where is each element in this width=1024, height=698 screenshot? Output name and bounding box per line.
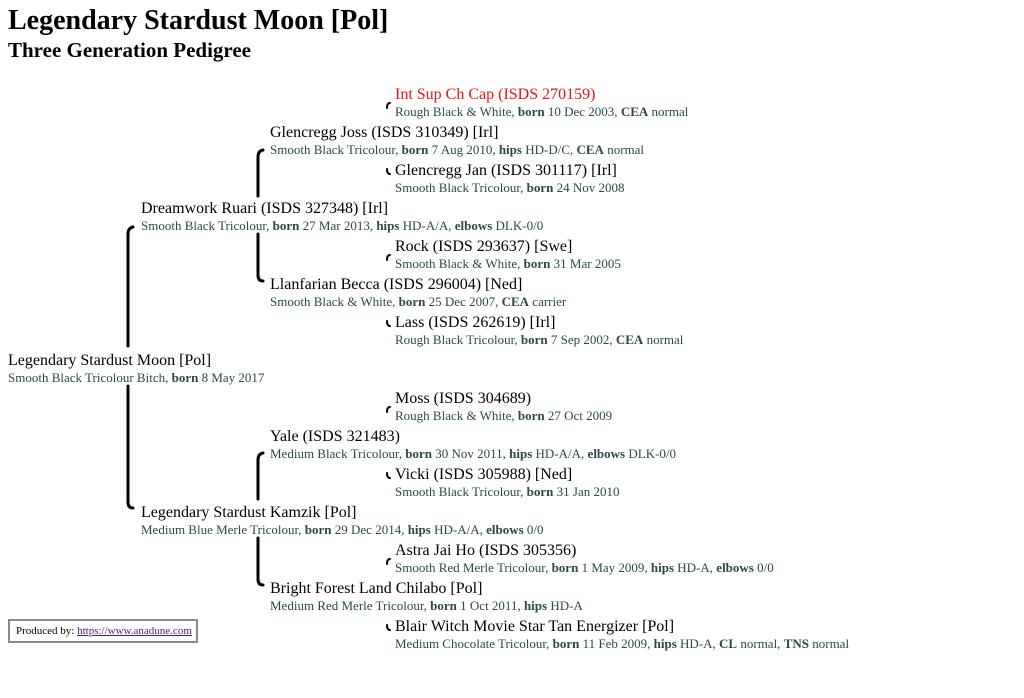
- bracket-ds: [254, 450, 266, 502]
- dog-details: Medium Red Merle Tricolour, born 1 Oct 2011, hips HD-A: [270, 598, 583, 613]
- anadune-link[interactable]: https://www.anadune.com: [77, 625, 192, 637]
- dog-details: Smooth Black Tricolour, born 24 Nov 2008: [395, 180, 625, 195]
- dog-details: Medium Chocolate Tricolour, born 11 Feb 2009, hips HD-A, CL normal, TNS normal: [395, 636, 850, 651]
- dog-ssd: [395, 161, 625, 196]
- bracket-sd: [254, 232, 266, 284]
- tick-sds: [384, 253, 392, 263]
- tick-dds: [384, 557, 392, 567]
- dog-sds: [395, 237, 621, 272]
- dog-name: Glencregg Jan (ISDS 301117) [Irl]: [395, 162, 617, 179]
- bracket-ss: [254, 147, 266, 199]
- dog-name: Astra Jai Ho (ISDS 305356): [395, 542, 577, 559]
- bracket-dd: [254, 536, 266, 588]
- tick-sdd: [384, 319, 392, 329]
- dog-dss: [395, 389, 612, 424]
- dog-name: Legendary Stardust Moon [Pol]: [8, 352, 212, 369]
- produced-by-label: Produced by:: [16, 625, 75, 637]
- dog-details: Medium Black Tricolour, born 30 Nov 2011, hips HD-A/A, elbows DLK-0/0: [270, 446, 677, 461]
- dog-dam-sire: [270, 427, 676, 462]
- dog-dds: [395, 541, 774, 576]
- dog-subject: [8, 351, 264, 386]
- page-subtitle: Three Generation Pedigree: [8, 38, 251, 62]
- dog-details: Smooth Black & White, born 25 Dec 2007, CEA carrier: [270, 294, 567, 309]
- tick-dss: [384, 405, 392, 415]
- dog-name: Vicki (ISDS 305988) [Ned]: [395, 466, 573, 483]
- dog-sire-dam: [270, 275, 566, 310]
- dog-details: Smooth Black Tricolour, born 7 Aug 2010, hips HD-D/C, CEA normal: [270, 142, 645, 157]
- bracket-dam-branch: [124, 384, 136, 510]
- tick-sss: [384, 101, 392, 111]
- dog-name: Bright Forest Land Chilabo [Pol]: [270, 580, 483, 597]
- produced-by-box: [8, 619, 198, 643]
- dog-name: Blair Witch Movie Star Tan Energizer [Pol]: [395, 618, 675, 635]
- page-title: Legendary Stardust Moon [Pol]: [8, 5, 389, 36]
- dog-name: Glencregg Joss (ISDS 310349) [Irl]: [270, 124, 499, 141]
- dog-ddd: [395, 617, 849, 652]
- dog-dam: [141, 503, 544, 538]
- dog-dsd: [395, 465, 620, 500]
- dog-details: Smooth Black Tricolour, born 27 Mar 2013, hips HD-A/A, elbows DLK-0/0: [141, 218, 544, 233]
- dog-details: Rough Black Tricolour, born 7 Sep 2002, CEA normal: [395, 332, 684, 347]
- dog-name-champion: Int Sup Ch Cap (ISDS 270159): [395, 86, 596, 103]
- dog-name: Llanfarian Becca (ISDS 296004) [Ned]: [270, 276, 523, 293]
- dog-details: Smooth Red Merle Tricolour, born 1 May 2009, hips HD-A, elbows 0/0: [395, 560, 774, 575]
- dog-dam-dam: [270, 579, 583, 614]
- dog-sire-sire: [270, 123, 644, 158]
- dog-details: Medium Blue Merle Tricolour, born 29 Dec 2014, hips HD-A/A, elbows 0/0: [141, 522, 544, 537]
- tick-ddd: [384, 623, 392, 633]
- dog-name: Rock (ISDS 293637) [Swe]: [395, 238, 573, 255]
- dog-details: Smooth Black Tricolour Bitch, born 8 May 2017: [8, 370, 265, 385]
- dog-name: Legendary Stardust Kamzik [Pol]: [141, 504, 357, 521]
- dog-details: Smooth Black Tricolour, born 31 Jan 2010: [395, 484, 620, 499]
- dog-name: Lass (ISDS 262619) [Irl]: [395, 314, 556, 331]
- dog-sdd: [395, 313, 683, 348]
- dog-details: Smooth Black & White, born 31 Mar 2005: [395, 256, 621, 271]
- dog-name: Yale (ISDS 321483): [270, 428, 400, 445]
- tick-dsd: [384, 471, 392, 481]
- dog-name: Dreamwork Ruari (ISDS 327348) [Irl]: [141, 200, 389, 217]
- dog-details: Rough Black & White, born 27 Oct 2009: [395, 408, 613, 423]
- dog-sss: [395, 85, 688, 120]
- tick-ssd: [384, 167, 392, 177]
- bracket-sire-branch: [124, 224, 136, 350]
- dog-name: Moss (ISDS 304689): [395, 390, 532, 407]
- dog-sire: [141, 199, 543, 234]
- dog-details: Rough Black & White, born 10 Dec 2003, CEA normal: [395, 104, 689, 119]
